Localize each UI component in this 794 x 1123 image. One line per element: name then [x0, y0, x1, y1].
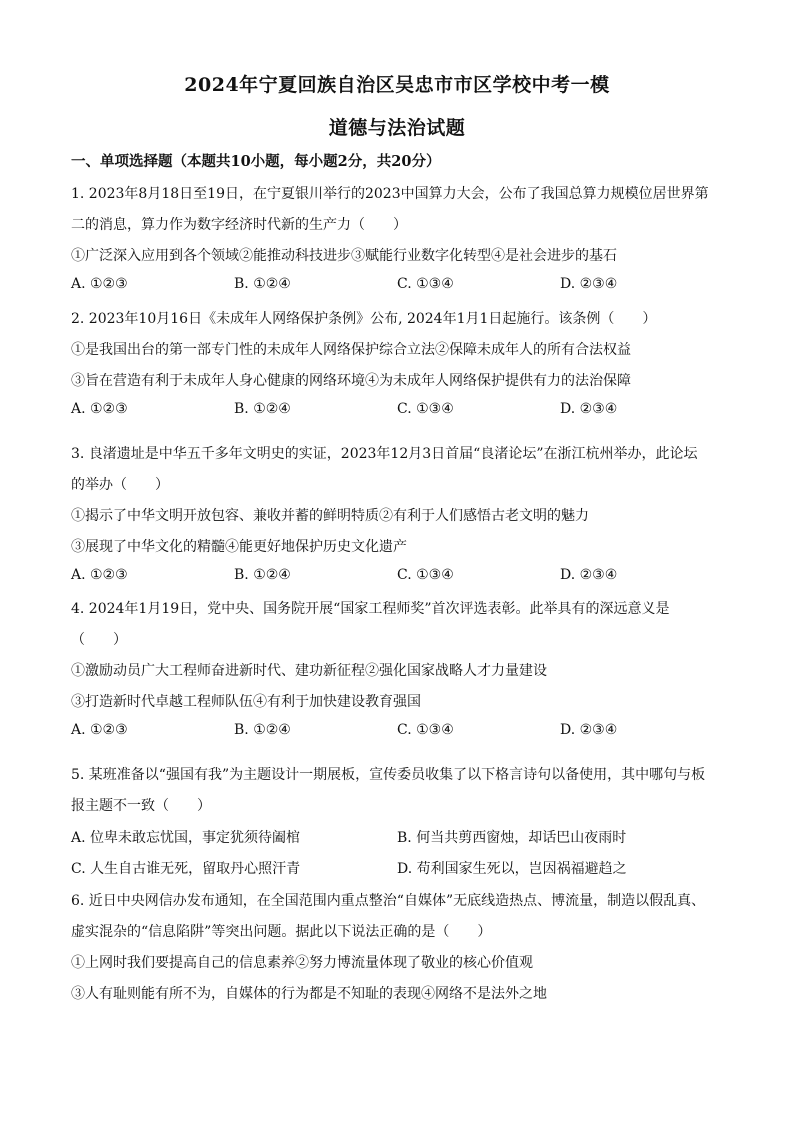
question-1-option-c: C. ①③④: [397, 276, 454, 292]
question-2-statements-1: ①是我国出台的第一部专门性的未成年人网络保护综合立法②保障未成年人的所有合法权益: [71, 342, 631, 358]
question-2-option-d: D. ②③④: [560, 401, 618, 417]
question-2-option-a: A. ①②③: [71, 401, 128, 417]
question-1-stem-line-1: 1. 2023年8月18日至19日，在宁夏银川举行的2023中国算力大会，公布了我国总算力规模位居世界第: [71, 186, 709, 202]
question-3-statements-2: ③展现了中华文化的精髓④能更好地保护历史文化遗产: [71, 539, 407, 555]
section-heading: 一、单项选择题（本题共10小题，每小题2分，共20分）: [71, 153, 441, 170]
question-3-option-a: A. ①②③: [71, 567, 128, 583]
question-1-option-d: D. ②③④: [560, 276, 618, 292]
question-4-option-a: A. ①②③: [71, 722, 128, 738]
question-3-option-d: D. ②③④: [560, 567, 618, 583]
question-5-option-d: D. 苟利国家生死以，岂因祸福避趋之: [397, 861, 627, 877]
question-3-option-c: C. ①③④: [397, 567, 454, 583]
question-4-option-d: D. ②③④: [560, 722, 618, 738]
question-5-stem-line-2: 报主题不一致（ ）: [71, 798, 211, 814]
question-3-stem-line-1: 3. 良渚遗址是中华五千多年文明史的实证，2023年12月3日首届“良渚论坛”在浙江杭州举办，此论坛: [71, 446, 698, 462]
question-4-stem-line-2: （ ）: [71, 632, 127, 648]
question-5-option-a: A. 位卑未敢忘忧国，事定犹须待阖棺: [71, 830, 301, 846]
question-3-stem-line-2: 的举办（ ）: [71, 477, 169, 493]
question-3-statements-1: ①揭示了中华文明开放包容、兼收并蓄的鲜明特质②有利于人们感悟古老文明的魅力: [71, 508, 589, 524]
exam-title: 2024年宁夏回族自治区吴忠市市区学校中考一模: [184, 74, 610, 96]
question-5-option-c: C. 人生自古谁无死，留取丹心照汗青: [71, 861, 301, 877]
question-4-option-b: B. ①②④: [234, 722, 291, 738]
question-2-statements-2: ③旨在营造有利于未成年人身心健康的网络环境④为未成年人网络保护提供有力的法治保障: [71, 373, 631, 389]
question-2-stem-line-1: 2. 2023年10月16日《未成年人网络保护条例》公布, 2024年1月1日起施行。该条例（ ）: [71, 311, 657, 327]
question-3-option-b: B. ①②④: [234, 567, 291, 583]
question-2-option-c: C. ①③④: [397, 401, 454, 417]
question-1-option-a: A. ①②③: [71, 276, 128, 292]
question-6-statements-1: ①上网时我们要提高自己的信息素养②努力博流量体现了敬业的核心价值观: [71, 955, 533, 971]
question-4-option-c: C. ①③④: [397, 722, 454, 738]
question-1-statements: ①广泛深入应用到各个领域②能推动科技进步③赋能行业数字化转型④是社会进步的基石: [71, 248, 617, 264]
question-6-stem-line-2: 虚实混杂的“信息陷阱”等突出问题。据此以下说法正确的是（ ）: [71, 924, 492, 940]
question-6-stem-line-1: 6. 近日中央网信办发布通知，在全国范围内重点整治“自媒体”无底线造热点、博流量，制造以假乱真、: [71, 893, 706, 909]
question-4-statements-1: ①激励动员广大工程师奋进新时代、建功新征程②强化国家战略人才力量建设: [71, 663, 547, 679]
question-5-option-b: B. 何当共剪西窗烛，却话巴山夜雨时: [397, 830, 627, 846]
question-1-stem-line-2: 二的消息，算力作为数字经济时代新的生产力（ ）: [71, 217, 407, 233]
question-4-stem-line-1: 4. 2024年1月19日，党中央、国务院开展“国家工程师奖”首次评选表彰。此举具有的深远意义是: [71, 601, 670, 617]
question-5-stem-line-1: 5. 某班准备以“强国有我”为主题设计一期展板，宣传委员收集了以下格言诗句以备使用，其中哪句与板: [71, 767, 706, 783]
question-4-statements-2: ③打造新时代卓越工程师队伍④有利于加快建设教育强国: [71, 694, 421, 710]
question-1-option-b: B. ①②④: [234, 276, 291, 292]
question-6-statements-2: ③人有耻则能有所不为，自媒体的行为都是不知耻的表现④网络不是法外之地: [71, 986, 547, 1002]
exam-subtitle: 道德与法治试题: [328, 117, 466, 139]
question-2-option-b: B. ①②④: [234, 401, 291, 417]
